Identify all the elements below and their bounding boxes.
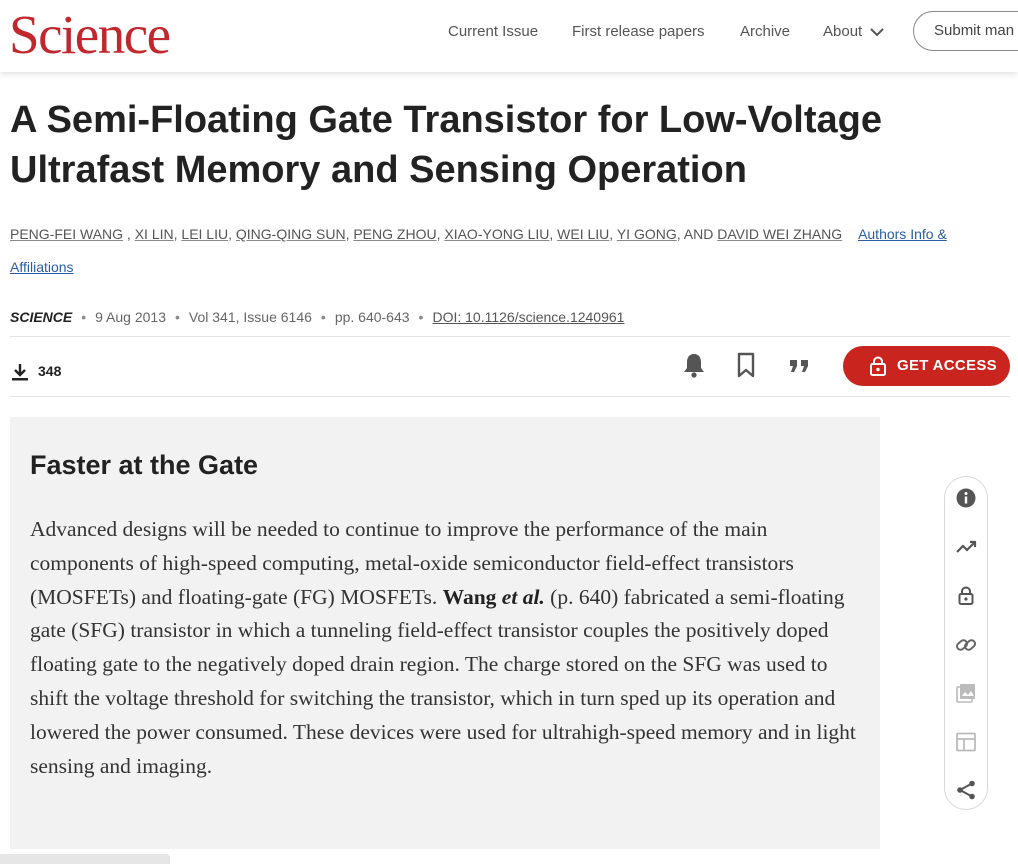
author-link[interactable]: DAVID WEI ZHANG: [717, 226, 843, 242]
author-link[interactable]: LEI LIU: [181, 226, 229, 242]
nav-about[interactable]: About: [823, 22, 884, 42]
author-list: PENG-FEI WANG , XI LIN, LEI LIU, QING-QING SUN, PENG ZHOU, XIAO-YONG LIU, WEI LIU, YI GONG, AND DAVID WEI ZHANG Authors Info & Affiliations: [10, 226, 947, 275]
journal-name[interactable]: SCIENCE: [10, 309, 73, 325]
bottom-panel-edge: [0, 854, 170, 864]
article-title: A Semi-Floating Gate Transistor for Low-Voltage Ultrafast Memory and Sensing Operation: [10, 99, 882, 191]
info-icon[interactable]: [954, 486, 978, 510]
authors-and: AND: [683, 226, 714, 242]
quote-icon[interactable]: [785, 350, 815, 380]
editor-summary: [10, 417, 880, 849]
submit-manuscript-button[interactable]: Submit man: [913, 11, 1018, 51]
trend-icon[interactable]: [954, 535, 978, 559]
download-count[interactable]: 348: [10, 360, 61, 382]
author-link[interactable]: WEI LIU: [557, 226, 610, 242]
bell-icon[interactable]: [679, 350, 709, 380]
image-icon[interactable]: [954, 681, 978, 705]
chevron-down-icon: [870, 27, 884, 37]
science-logo[interactable]: Science: [9, 4, 170, 65]
nav-first-release[interactable]: First release papers: [572, 23, 705, 40]
divider: [10, 336, 1010, 337]
doi-link[interactable]: DOI: 10.1126/science.1240961: [432, 309, 625, 325]
pub-date: 9 Aug 2013: [95, 309, 166, 325]
link-icon[interactable]: [954, 633, 978, 657]
get-access-button[interactable]: GET ACCESS: [843, 346, 1010, 386]
summary-heading: Faster at the Gate: [30, 450, 259, 480]
share-icon[interactable]: [954, 778, 978, 802]
download-icon: [10, 362, 30, 382]
volume-issue[interactable]: Vol 341, Issue 6146: [188, 309, 312, 325]
summary-text: Advanced designs will be needed to continue to improve the performance of the main components of high-speed computing, metal-oxide semiconductor field-effect transistors (MOSFETs) and floating-gate (FG) MOSFETs. Wang et al. (p. 640) fabricated a semi-floating gate (SFG) transistor in which a tunneling field-effect transistor couples the positively doped floating gate to the negatively doped drain region. The charge stored on the SFG was used to shift the voltage threshold for switching the transistor, which in turn sped up its operation and lowered the power consumed. These devices were used for ultrahigh-speed memory and in light sensing and imaging.: [30, 517, 856, 778]
nav-archive[interactable]: Archive: [740, 23, 791, 40]
site-header: [0, 0, 1018, 72]
author-link[interactable]: PENG-FEI WANG: [10, 226, 124, 242]
page-range: pp. 640-643: [334, 309, 410, 325]
lock-icon[interactable]: [954, 584, 978, 608]
author-link[interactable]: PENG ZHOU: [353, 226, 437, 242]
lock-icon: [869, 356, 887, 376]
article-meta: SCIENCE • 9 Aug 2013 • Vol 341, Issue 6146 • pp. 640-643 • DOI: 10.1126/science.1240961: [10, 309, 625, 325]
divider: [10, 396, 1010, 397]
side-toolbar: [944, 476, 988, 810]
author-link[interactable]: QING-QING SUN: [235, 226, 346, 242]
nav-current-issue[interactable]: Current Issue: [448, 23, 539, 40]
author-link[interactable]: XIAO-YONG LIU: [444, 226, 550, 242]
author-link[interactable]: YI GONG: [616, 226, 677, 242]
authors-info-affiliations-link[interactable]: Authors Info & Affiliations: [10, 226, 947, 275]
author-link[interactable]: XI LIN: [134, 226, 174, 242]
bookmark-icon[interactable]: [731, 350, 761, 380]
table-icon[interactable]: [954, 730, 978, 754]
